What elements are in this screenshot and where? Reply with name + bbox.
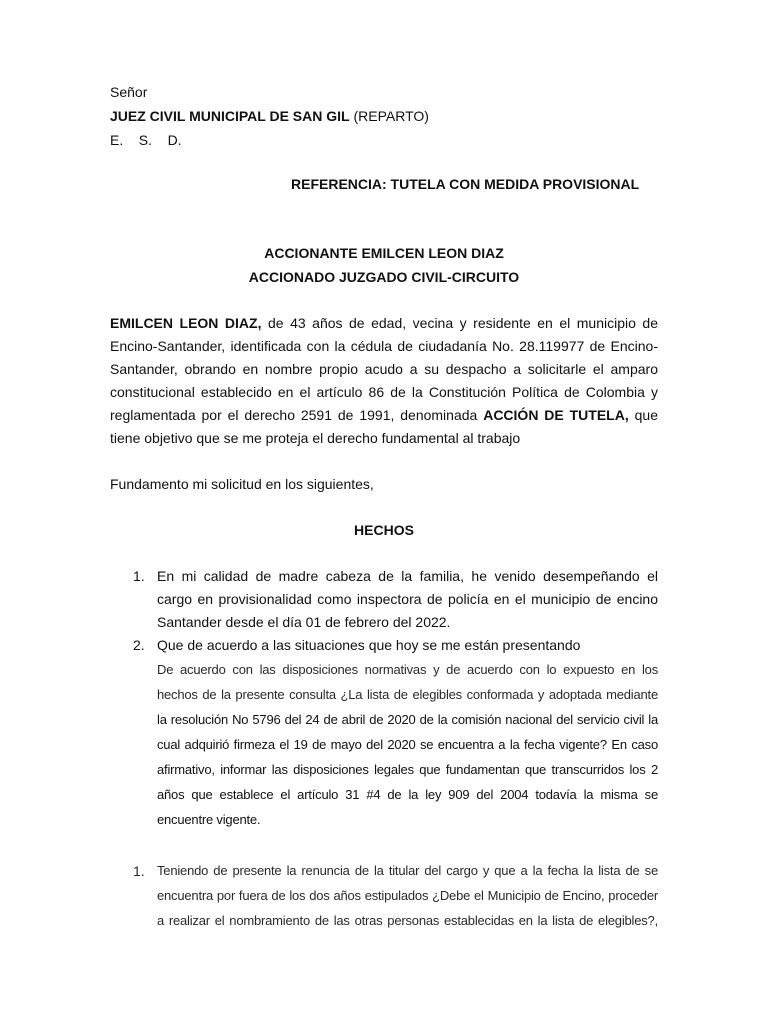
intro-line-4: constitucional establecido en el artículo 86 de la Constitución Política de Colombia y — [110, 384, 658, 400]
accionado-line: ACCIONADO JUZGADO CIVIL-CIRCUITO — [248, 269, 520, 285]
hechos-heading: HECHOS — [354, 522, 414, 538]
reference-line: REFERENCIA: TUTELA CON MEDIDA PROVISIONAL — [291, 176, 640, 192]
item-2-sub-line-6: años que establece el artículo 31 #4 de la ley 909 del 2004 todavía la misma se — [157, 787, 658, 802]
fundamento-line: Fundamento mi solicitud en los siguientes, — [110, 476, 374, 492]
item-2-sub-line-3: la resolución No 5796 del 24 de abril de 2020 de la comisión nacional del servicio civil la — [157, 712, 658, 727]
item-2-sub-line-2: hechos de la presente consulta ¿La lista de elegibles conformada y adoptada mediante — [157, 687, 658, 702]
item-1-line-3: Santander desde el día 01 de febrero del 2022. — [157, 614, 451, 630]
addressee — [110, 107, 429, 125]
intro-line-1 — [110, 314, 658, 332]
item-2-number: 2. — [133, 637, 145, 653]
intro-line-2: Encino-Santander, identificada con la cédula de ciudadanía No. 28.119977 de Encino- — [110, 338, 658, 354]
item-3-line-1: Teniendo de presente la renuncia de la titular del cargo y que a la fecha la lista de se — [157, 863, 658, 878]
intro-line-3: Santander, obrando en nombre propio acudo a su despacho a solicitarle el amparo — [110, 361, 658, 377]
accionante-name: EMILCEN LEON DIAZ, — [110, 315, 262, 331]
esd-line: E. S. D. — [110, 132, 182, 148]
salutation: Señor — [110, 84, 148, 100]
addressee-reparto: (REPARTO) — [349, 108, 429, 124]
addressee-judge: JUEZ CIVIL MUNICIPAL DE SAN GIL — [110, 108, 350, 124]
item-3-line-3: a realizar el nombramiento de las otras personas establecidas en la lista de elegibles?, — [157, 913, 658, 928]
item-2-line: Que de acuerdo a las situaciones que hoy se me están presentando — [157, 637, 581, 653]
item-1-line-1: En mi calidad de madre cabeza de la familia, he venido desempeñando el — [157, 568, 658, 584]
accion-de-tutela: ACCIÓN DE TUTELA, — [483, 407, 629, 423]
intro-line-6: tiene objetivo que se me proteja el derecho fundamental al trabajo — [110, 430, 521, 446]
intro-line-1-text: de 43 años de edad, vecina y residente en el municipio de — [261, 315, 658, 331]
item-2-sub-line-7: encuentre vigente. — [157, 812, 261, 827]
intro-line-5-post: que — [628, 407, 658, 423]
intro-line-5-pre: reglamentada por el derecho 2591 de 1991, denominada — [110, 407, 484, 423]
accionante-line: ACCIONANTE EMILCEN LEON DIAZ — [264, 245, 504, 261]
intro-line-5 — [110, 406, 658, 424]
item-3-line-2: encuentra por fuera de los dos años estipulados ¿Debe el Municipio de Encino, proceder — [157, 888, 658, 903]
item-2-sub-line-1: De acuerdo con las disposiciones normativas y de acuerdo con lo expuesto en los — [157, 662, 658, 677]
item-1-number: 1. — [133, 568, 145, 584]
item-2-sub-line-5: afirmativo, informar las disposiciones legales que fundamentan que transcurridos los 2 — [157, 762, 658, 777]
item-3-number: 1. — [133, 863, 145, 879]
item-1-line-2: cargo en provisionalidad como inspectora de policía en el municipio de encino — [157, 591, 658, 607]
item-2-sub-line-4: cual adquirió firmeza el 19 de mayo del 2020 se encuentra a la fecha vigente? En caso — [157, 737, 658, 752]
